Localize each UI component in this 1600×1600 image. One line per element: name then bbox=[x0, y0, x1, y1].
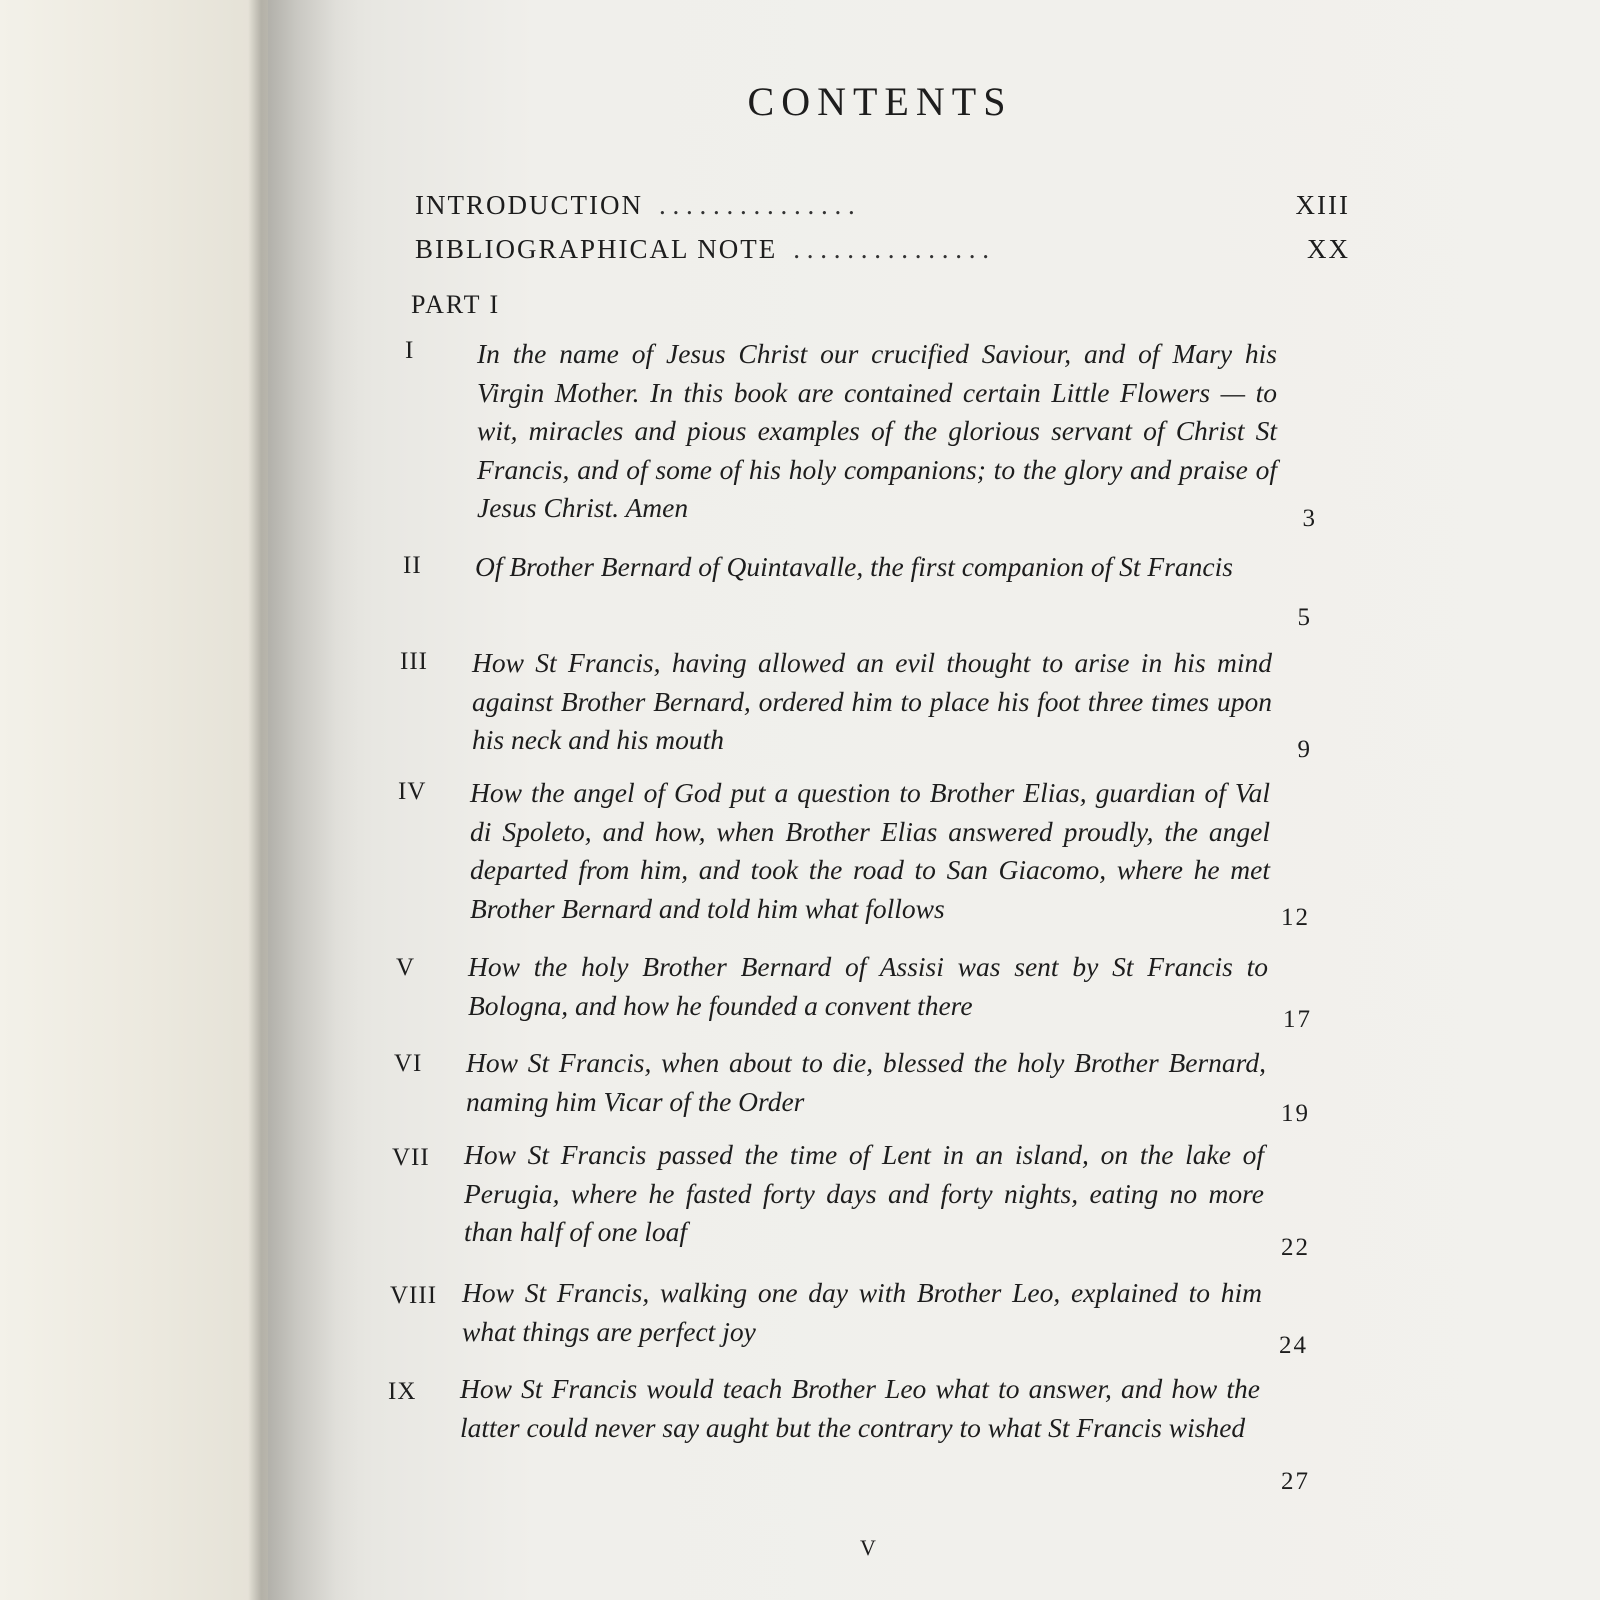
part-heading: PART I bbox=[411, 290, 501, 319]
chapter-title: Of Brother Bernard of Quintavalle, the first companion of St Francis bbox=[475, 551, 1233, 582]
toc-front-entry bbox=[415, 190, 1350, 221]
chapter-title: How the holy Brother Bernard of Assisi was sent by St Francis to Bologna, and how he founded a convent there bbox=[468, 951, 1268, 1021]
chapter-title: How St Francis, walking one day with Brother Leo, explained to him what things are perfect joy bbox=[462, 1277, 1262, 1347]
toc-chapter-entry bbox=[403, 552, 1363, 632]
chapter-page-number: 22 bbox=[1281, 1234, 1310, 1261]
toc-page-number: XX bbox=[1307, 234, 1350, 264]
chapter-title: How St Francis passed the time of Lent in an island, on the lake of Perugia, where he fasted forty days and forty nights, eating no more than half of one loaf bbox=[464, 1139, 1264, 1247]
toc-chapter-entry bbox=[392, 1139, 1352, 1261]
chapter-page-number: 5 bbox=[1297, 604, 1312, 631]
chapter-number: V bbox=[396, 954, 416, 981]
book-gutter-shadow bbox=[248, 0, 358, 1600]
chapter-page-number: 24 bbox=[1279, 1332, 1308, 1359]
toc-label: BIBLIOGRAPHICAL NOTE bbox=[415, 234, 778, 264]
toc-chapter-entry bbox=[388, 1373, 1348, 1495]
toc-chapter-entry bbox=[398, 777, 1358, 931]
left-page bbox=[0, 0, 268, 1600]
chapter-number: VI bbox=[394, 1050, 423, 1077]
leader-dots bbox=[793, 234, 1279, 265]
chapter-page-number: 27 bbox=[1281, 1468, 1310, 1495]
page-title: CONTENTS bbox=[747, 79, 1013, 124]
toc-chapter-entry bbox=[394, 1047, 1354, 1130]
toc-chapter-entry bbox=[405, 337, 1365, 532]
chapter-number: III bbox=[400, 648, 428, 675]
toc-label: INTRODUCTION bbox=[415, 190, 643, 220]
chapter-title: How St Francis, having allowed an evil thought to arise in his mind against Brother Bernard, ordered him to place his foot three times upon his neck and his mouth bbox=[472, 647, 1272, 755]
toc-page-number: XIII bbox=[1295, 190, 1350, 220]
chapter-title: In the name of Jesus Christ our crucified Saviour, and of Mary his Virgin Mother. In this book are contained certain Little Flowers — to wit, miracles and pious examples of the glorious servant of Christ St Francis, and of some of his holy companions; to the glory and praise of Jesus Christ. Amen bbox=[477, 338, 1277, 523]
leader-dots bbox=[659, 190, 1279, 221]
toc-chapter-entry bbox=[396, 951, 1356, 1034]
chapter-number: IX bbox=[388, 1378, 417, 1405]
chapter-number: VII bbox=[392, 1144, 430, 1171]
chapter-page-number: 12 bbox=[1281, 904, 1310, 931]
toc-front-entry bbox=[415, 234, 1350, 265]
chapter-number: II bbox=[403, 552, 422, 579]
chapter-title: How St Francis would teach Brother Leo what to answer, and how the latter could never say aught but the contrary to what St Francis wished bbox=[460, 1373, 1260, 1443]
chapter-title: How the angel of God put a question to Brother Elias, guardian of Val di Spoleto, and how, when Brother Elias answered proudly, the angel departed from him, and took the road to San Giacomo, where he met Brother Bernard and told him what follows bbox=[470, 777, 1270, 924]
chapter-page-number: 9 bbox=[1297, 736, 1312, 763]
chapter-number: I bbox=[405, 337, 415, 364]
page-folio: V bbox=[860, 1535, 876, 1560]
chapter-page-number: 17 bbox=[1283, 1006, 1312, 1033]
toc-chapter-entry bbox=[400, 647, 1360, 763]
chapter-title: How St Francis, when about to die, blessed the holy Brother Bernard, naming him Vicar of the Order bbox=[466, 1047, 1266, 1117]
toc-chapter-entry bbox=[390, 1277, 1350, 1362]
chapter-page-number: 19 bbox=[1281, 1100, 1310, 1127]
chapter-number: VIII bbox=[390, 1282, 438, 1309]
chapter-page-number: 3 bbox=[1302, 505, 1317, 532]
chapter-number: IV bbox=[398, 778, 427, 805]
